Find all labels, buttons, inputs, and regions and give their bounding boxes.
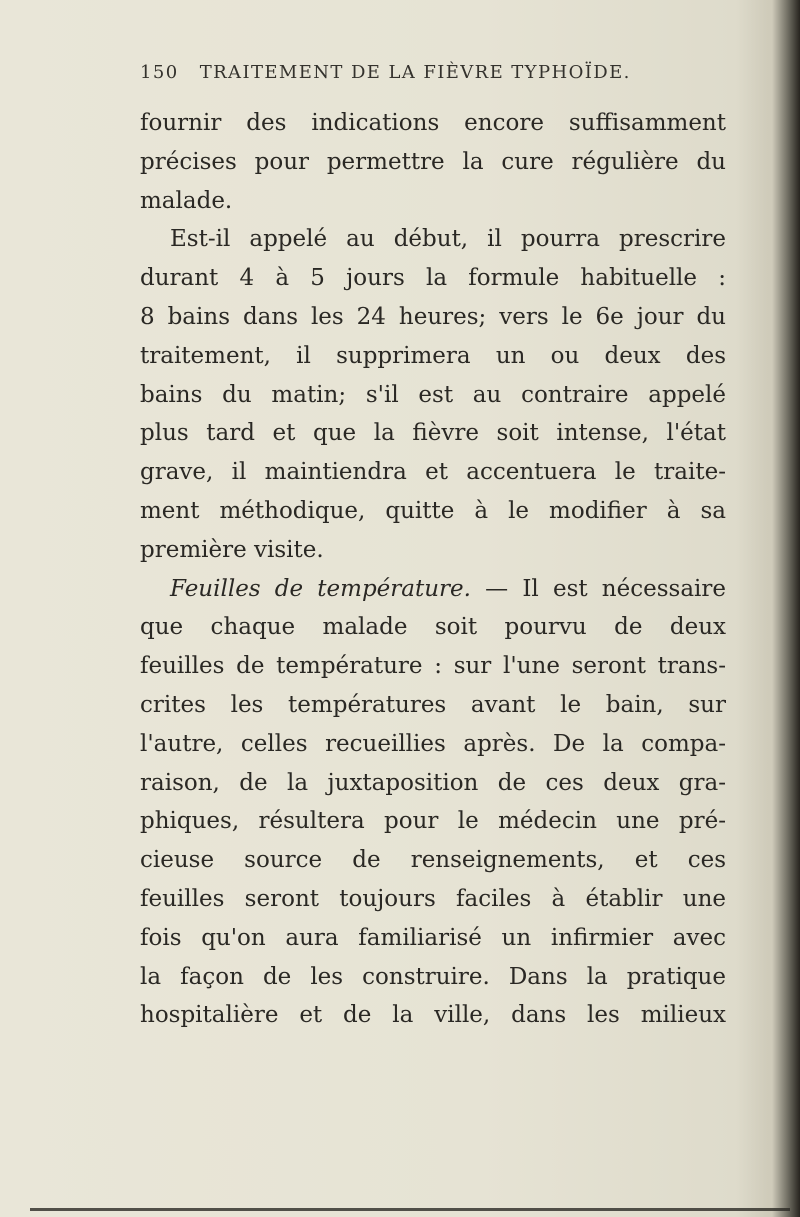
page-number: 150: [140, 62, 179, 83]
section-heading-rest: — Il est nécessaire: [470, 575, 726, 602]
body-text: [140, 104, 726, 1035]
text-line: la façon de les construire. Dans la pratique: [140, 963, 726, 990]
text-line: bains du matin; s'il est au contraire appelé: [140, 381, 726, 408]
text-line: ment méthodique, quitte à le modifier à sa: [140, 497, 726, 524]
text-line: l'autre, celles recueillies après. De la compa-: [140, 730, 726, 757]
text-line: précises pour permettre la cure régulière du: [140, 148, 726, 175]
page-bottom-edge: [30, 1208, 790, 1211]
text-line: raison, de la juxtaposition de ces deux gra-: [140, 769, 726, 796]
section-heading: Feuilles de température.: [170, 575, 471, 602]
text-line: Est-il appelé au début, il pourra prescrire: [170, 226, 726, 253]
text-line: malade.: [140, 187, 233, 214]
text-line: feuilles seront toujours faciles à établir une: [140, 885, 726, 912]
text-line: cieuse source de renseignements, et ces: [140, 847, 726, 874]
text-line: première visite.: [140, 536, 324, 563]
text-line: fournir des indications encore suffisamment: [140, 110, 726, 136]
text-line: 8 bains dans les 24 heures; vers le 6e jour du: [140, 303, 726, 330]
text-line: fois qu'on aura familiarisé un infirmier avec: [140, 924, 726, 951]
text-line: plus tard et que la fièvre soit intense, l'état: [140, 420, 726, 447]
text-line: traitement, il supprimera un ou deux des: [140, 342, 726, 369]
text-line: grave, il maintiendra et accentuera le traite-: [140, 459, 726, 486]
page-gutter-shadow: [772, 0, 800, 1217]
text-line: hospitalière et de la ville, dans les milieux: [140, 1002, 726, 1029]
section-heading-line: [140, 570, 726, 609]
text-line: que chaque malade soit pourvu de deux: [140, 614, 726, 641]
text-line: durant 4 à 5 jours la formule habituelle :: [140, 265, 726, 292]
text-line: feuilles de température : sur l'une seront trans-: [140, 653, 726, 680]
text-line: phiques, résultera pour le médecin une pré-: [140, 808, 726, 835]
running-title: TRAITEMENT DE LA FIÈVRE TYPHOÏDE.: [199, 62, 631, 83]
text-line: crites les températures avant le bain, sur: [140, 691, 726, 718]
running-head: [140, 62, 700, 83]
